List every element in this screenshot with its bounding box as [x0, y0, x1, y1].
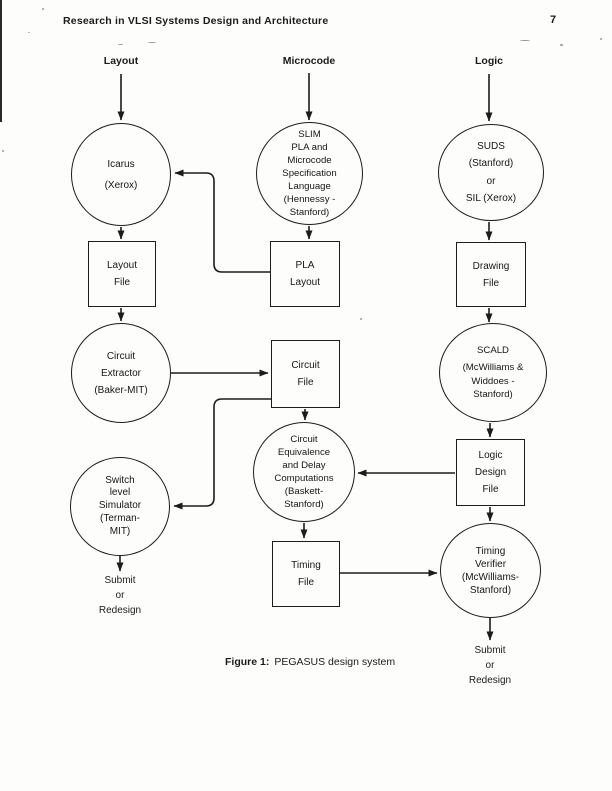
node-label-line: File — [482, 484, 499, 495]
scan-speck — [360, 318, 362, 320]
node-label-line: File — [113, 277, 131, 288]
node-label-line: level — [109, 487, 131, 499]
node-label-line: (Baker-MIT) — [94, 384, 148, 396]
node-label-line: Timing — [291, 560, 321, 571]
scan-speck — [148, 42, 156, 43]
node-label-line: (Xerox) — [104, 179, 138, 191]
terminal-submit-left — [84, 573, 156, 618]
column-label-microcode: Microcode — [282, 55, 336, 67]
node-label-line: PLA — [295, 260, 315, 271]
scan-speck — [42, 8, 44, 10]
node-label-line: Widdoes - — [471, 375, 515, 387]
node-circuit-equivalence — [253, 422, 355, 522]
page-number: 7 — [550, 14, 557, 26]
node-label-line: Layout — [289, 277, 321, 288]
node-label-line: (Terman- — [99, 512, 140, 524]
terminal-line: Redesign — [468, 675, 512, 686]
figure-caption-text: PEGASUS design system — [274, 656, 396, 668]
node-label-line: Equivalence — [277, 447, 331, 458]
column-label-layout: Layout — [103, 55, 139, 67]
node-layout-file — [88, 241, 156, 307]
node-label-line: Circuit — [290, 434, 318, 445]
node-label-line: (McWilliams- — [461, 571, 520, 583]
node-slim — [256, 122, 363, 225]
node-label-line: Stanford) — [469, 584, 512, 596]
node-label-line: SCALD — [477, 344, 509, 356]
node-label-line: Verifier — [474, 558, 507, 570]
node-label-line: Circuit — [291, 360, 320, 371]
terminal-line: or — [485, 660, 495, 671]
node-icarus — [71, 123, 171, 226]
node-label-line: Simulator — [98, 500, 142, 512]
node-circuit-extractor — [71, 323, 171, 423]
page-header-title: Research in VLSI Systems Design and Architecture — [63, 15, 329, 27]
node-timing-file — [272, 541, 340, 607]
node-label-line: Logic — [478, 450, 503, 461]
node-label-line: PLA and — [291, 142, 328, 153]
node-label-line: SIL (Xerox) — [465, 193, 517, 204]
node-label-line: Specification — [282, 168, 337, 179]
node-timing-verifier — [440, 523, 541, 618]
node-label-line: Switch — [105, 474, 135, 486]
node-label-line: Design — [474, 467, 507, 478]
node-circuit-file — [271, 340, 340, 408]
scan-speck — [2, 150, 4, 152]
figure-caption — [225, 656, 395, 668]
node-logic-design-file — [456, 439, 525, 506]
terminal-submit-right — [454, 643, 526, 688]
scan-speck — [118, 44, 123, 45]
node-label-line: (Stanford) — [468, 158, 514, 169]
node-label-line: (Baskett- — [284, 486, 324, 497]
arrow-pla-layout-to-icarus — [175, 173, 270, 272]
node-pla-layout — [270, 241, 340, 307]
node-label-line: Circuit — [106, 350, 136, 362]
node-label-line: File — [297, 577, 315, 588]
node-label-line: SLIM — [298, 129, 321, 140]
scan-speck — [520, 40, 530, 41]
terminal-line: Submit — [104, 575, 136, 586]
scan-edge-line — [0, 0, 2, 122]
node-label-line: and Delay — [282, 460, 326, 471]
node-label-line: (Hennessy - — [283, 194, 336, 205]
column-label-logic: Logic — [475, 55, 503, 67]
node-label-line: Language — [288, 181, 331, 192]
scan-speck — [560, 44, 563, 46]
node-label-line: File — [482, 277, 500, 289]
node-label-line: File — [297, 377, 314, 388]
node-scald — [439, 323, 547, 422]
node-label-line: Computations — [274, 473, 334, 484]
node-label-line: Microcode — [287, 155, 332, 166]
node-label-line: Stanford) — [473, 389, 513, 400]
terminal-line: or — [115, 590, 125, 601]
scan-speck — [28, 32, 30, 33]
node-label-line: Drawing — [472, 260, 510, 272]
node-label-line: Extractor — [100, 367, 141, 379]
figure-caption-label: Figure 1: — [225, 656, 270, 668]
node-label-line: SUDS — [477, 140, 505, 152]
node-label-line: or — [486, 175, 496, 187]
node-label-line: (McWilliams & — [462, 362, 524, 373]
node-drawing-file — [456, 242, 526, 307]
node-label-line: Timing — [475, 545, 506, 557]
node-label-line: Icarus — [107, 158, 135, 170]
node-label-line: Layout — [106, 260, 138, 271]
terminal-line: Submit — [474, 645, 506, 656]
node-label-line: Stanford) — [284, 499, 324, 510]
scan-speck — [600, 38, 602, 40]
terminal-line: Redesign — [98, 605, 142, 616]
node-suds — [438, 124, 544, 221]
node-label-line: MIT) — [109, 525, 131, 537]
node-label-line: Stanford) — [289, 207, 330, 218]
node-switch-level-simulator — [70, 457, 170, 556]
